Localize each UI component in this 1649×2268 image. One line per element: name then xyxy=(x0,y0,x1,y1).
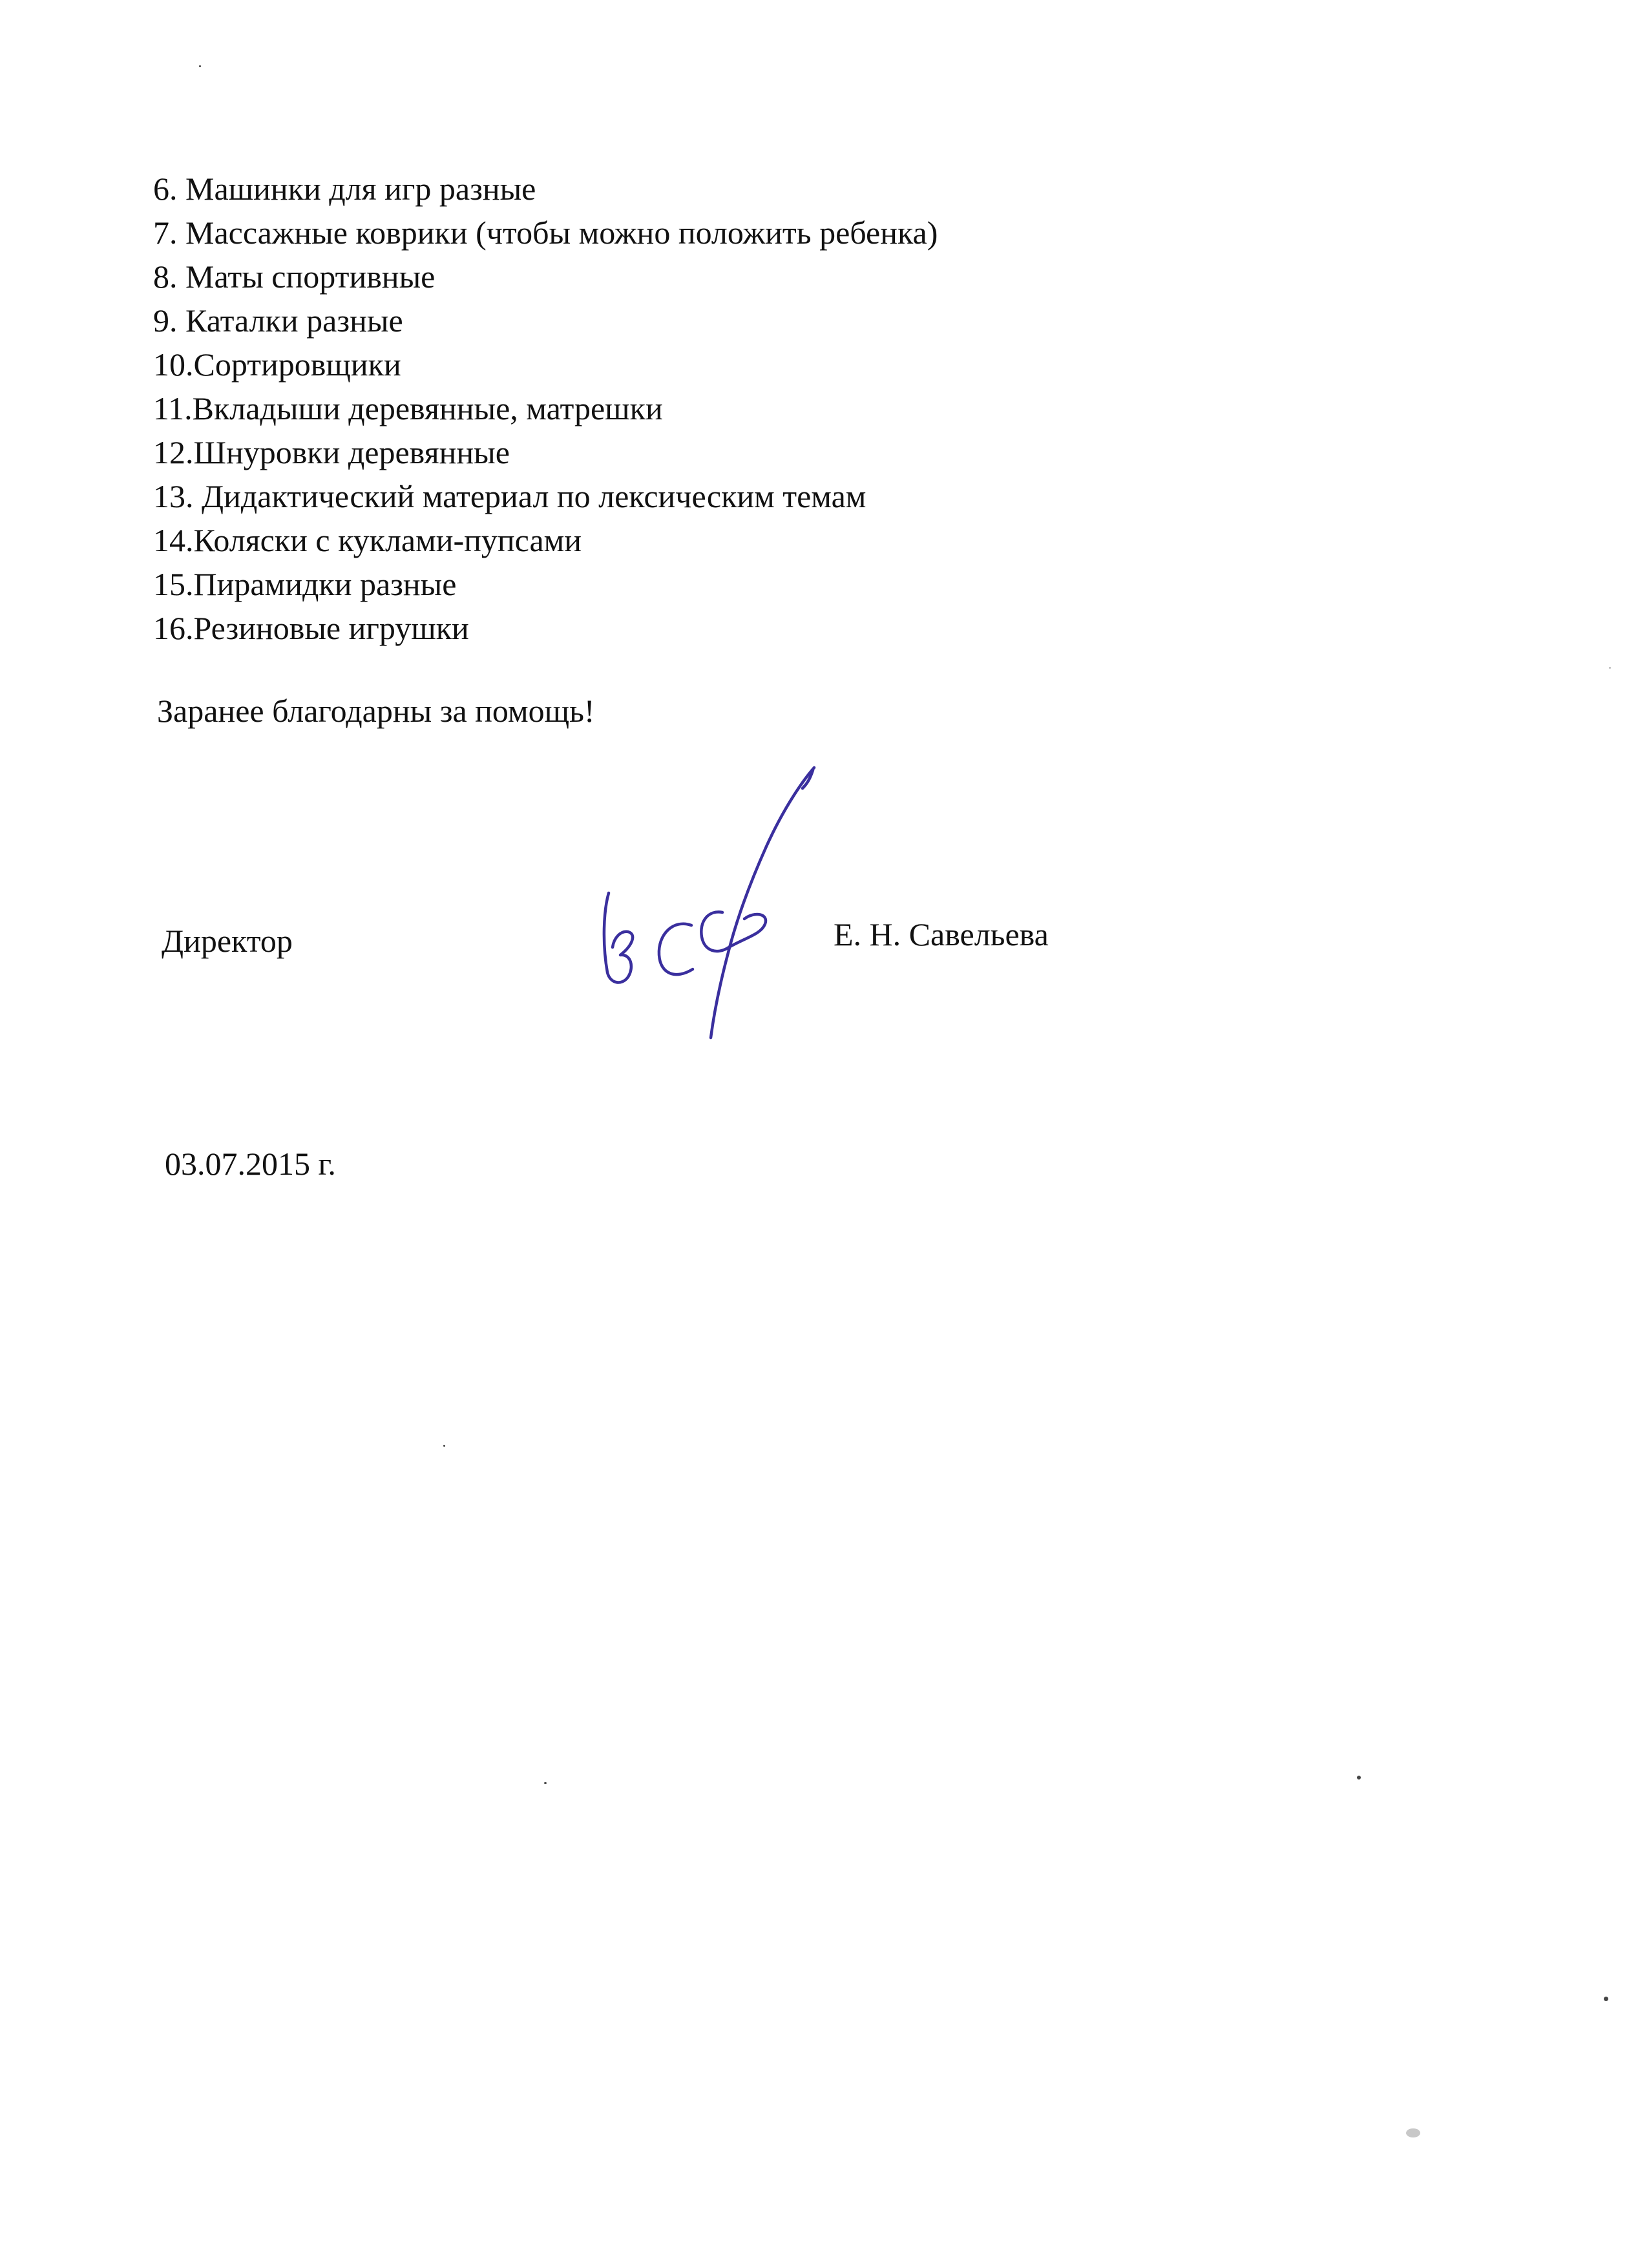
list-item: 6. Машинки для игр разные xyxy=(153,171,536,207)
list-item: 9. Каталки разные xyxy=(153,302,403,339)
signatory-name: Е. Н. Савельева xyxy=(834,916,1049,952)
list-item: 11.Вкладыши деревянные, матрешки xyxy=(153,390,663,426)
item-list xyxy=(153,167,938,650)
scan-speck xyxy=(199,65,201,67)
scan-speck xyxy=(443,1445,445,1447)
list-item: 10.Сортировщики xyxy=(153,346,401,383)
list-item: 7. Массажные коврики (чтобы можно положить ребенка) xyxy=(153,215,938,251)
list-item: 13. Дидактический материал по лексическим темам xyxy=(153,478,867,514)
scan-speck xyxy=(1357,1776,1361,1780)
scan-speck xyxy=(1406,2128,1420,2137)
closing-line: Заранее благодарны за помощь! xyxy=(157,693,595,729)
document-date: 03.07.2015 г. xyxy=(165,1146,336,1182)
handwritten-signature xyxy=(594,750,840,1047)
signatory-position: Директор xyxy=(162,923,293,959)
list-item: 8. Маты спортивные xyxy=(153,258,436,295)
scan-speck xyxy=(1604,1997,1608,2001)
list-item: 12.Шнуровки деревянные xyxy=(153,434,510,470)
scan-speck xyxy=(1609,667,1611,669)
list-item: 14.Коляски с куклами-пупсами xyxy=(153,522,582,558)
list-item: 16.Резиновые игрушки xyxy=(153,610,469,646)
scan-speck xyxy=(544,1782,547,1784)
list-item: 15.Пирамидки разные xyxy=(153,566,457,602)
